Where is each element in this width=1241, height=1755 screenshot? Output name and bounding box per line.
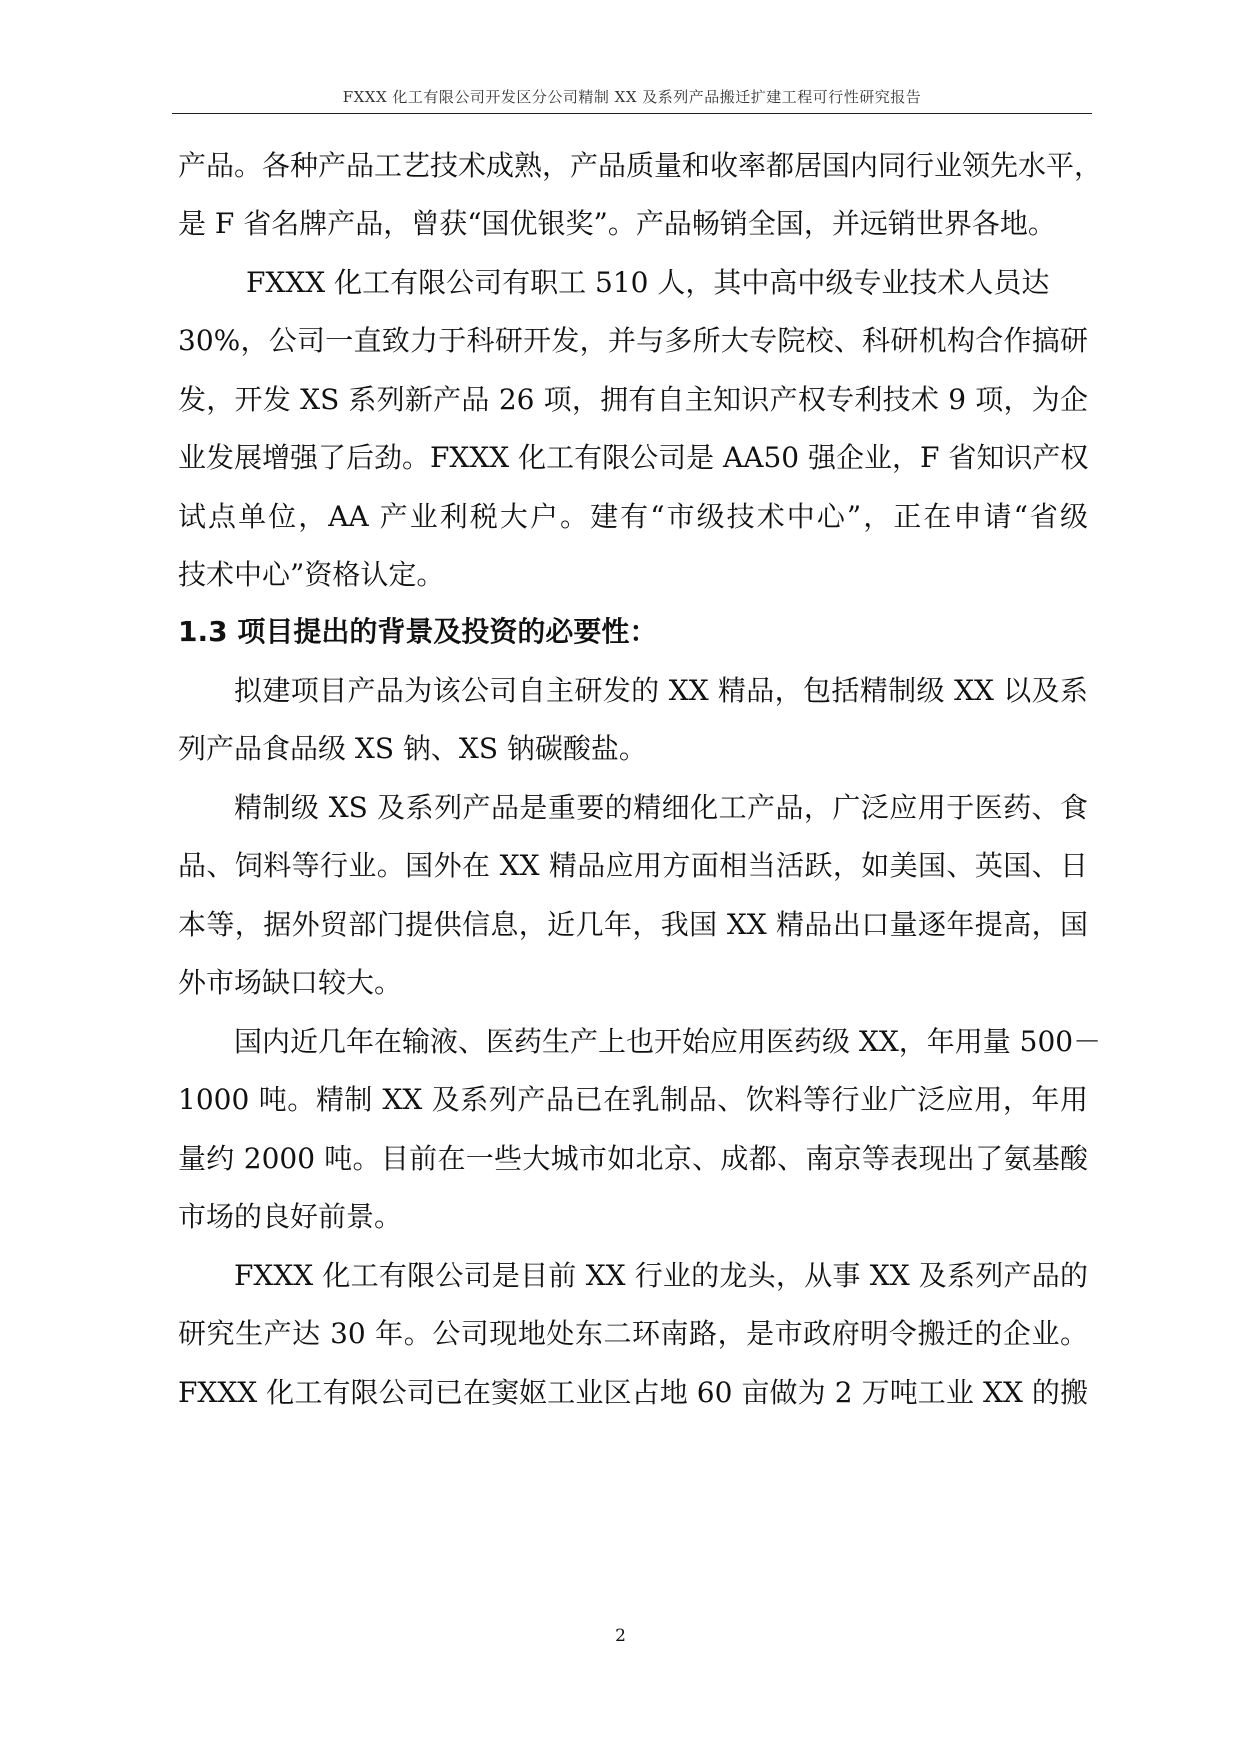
paragraph-first-line: 国内近几年在输液、医药生产上也开始应用医药级 XX，年用量 500－ (234, 1025, 1102, 1058)
body-line: 技术中心”资格认定。 (178, 558, 445, 591)
running-header: FXXX 化工有限公司开发区分公司精制 XX 及系列产品搬迁扩建工程可行性研究报告 (342, 88, 922, 106)
body-line: 本等，据外贸部门提供信息，近几年，我国 XX 精品出口量逐年提高，国 (178, 908, 1088, 941)
header-divider (172, 113, 1092, 114)
body-line: 发，开发 XS 系列新产品 26 项，拥有自主知识产权专利技术 9 项，为企 (178, 383, 1088, 416)
page-number: 2 (615, 1626, 626, 1646)
body-line: 研究生产达 30 年。公司现地处东二环南路，是市政府明令搬迁的企业。 (178, 1317, 1088, 1350)
body-line: 产品。各种产品工艺技术成熟，产品质量和收率都居国内同行业领先水平， (178, 149, 1103, 182)
paragraph-first-line: FXXX 化工有限公司是目前 XX 行业的龙头，从事 XX 及系列产品的 (234, 1259, 1088, 1292)
paragraph-first-line: 拟建项目产品为该公司自主研发的 XX 精品，包括精制级 XX 以及系 (234, 674, 1088, 707)
body-line: 市场的良好前景。 (178, 1200, 403, 1233)
body-line: 列产品食品级 XS 钠、XS 钠碳酸盐。 (178, 732, 647, 765)
body-line: 是 F 省名牌产品，曾获“国优银奖”。产品畅销全国，并远销世界各地。 (178, 207, 1056, 240)
body-line: 量约 2000 吨。目前在一些大城市如北京、成都、南京等表现出了氨基酸 (178, 1142, 1088, 1175)
body-line: 品、饲料等行业。国外在 XX 精品应用方面相当活跃，如美国、英国、日 (178, 849, 1088, 882)
body-line: 外市场缺口较大。 (178, 966, 403, 999)
body-line: 1000 吨。精制 XX 及系列产品已在乳制品、饮料等行业广泛应用，年用 (178, 1083, 1088, 1116)
body-line: 业发展增强了后劲。FXXX 化工有限公司是 AA50 强企业，F 省知识产权 (178, 441, 1089, 474)
body-line: 30%，公司一直致力于科研开发，并与多所大专院校、科研机构合作搞研 (178, 324, 1088, 357)
body-line: 试点单位，AA 产业利税大户。建有“市级技术中心”，正在申请“省级 (178, 500, 1088, 533)
paragraph-first-line: FXXX 化工有限公司有职工 510 人，其中高中级专业技术人员达 (246, 266, 1050, 299)
section-heading: 1.3 项目提出的背景及投资的必要性： (178, 615, 658, 648)
body-line: FXXX 化工有限公司已在窦妪工业区占地 60 亩做为 2 万吨工业 XX 的搬 (178, 1376, 1088, 1409)
paragraph-first-line: 精制级 XS 及系列产品是重要的精细化工产品，广泛应用于医药、食 (234, 791, 1088, 824)
